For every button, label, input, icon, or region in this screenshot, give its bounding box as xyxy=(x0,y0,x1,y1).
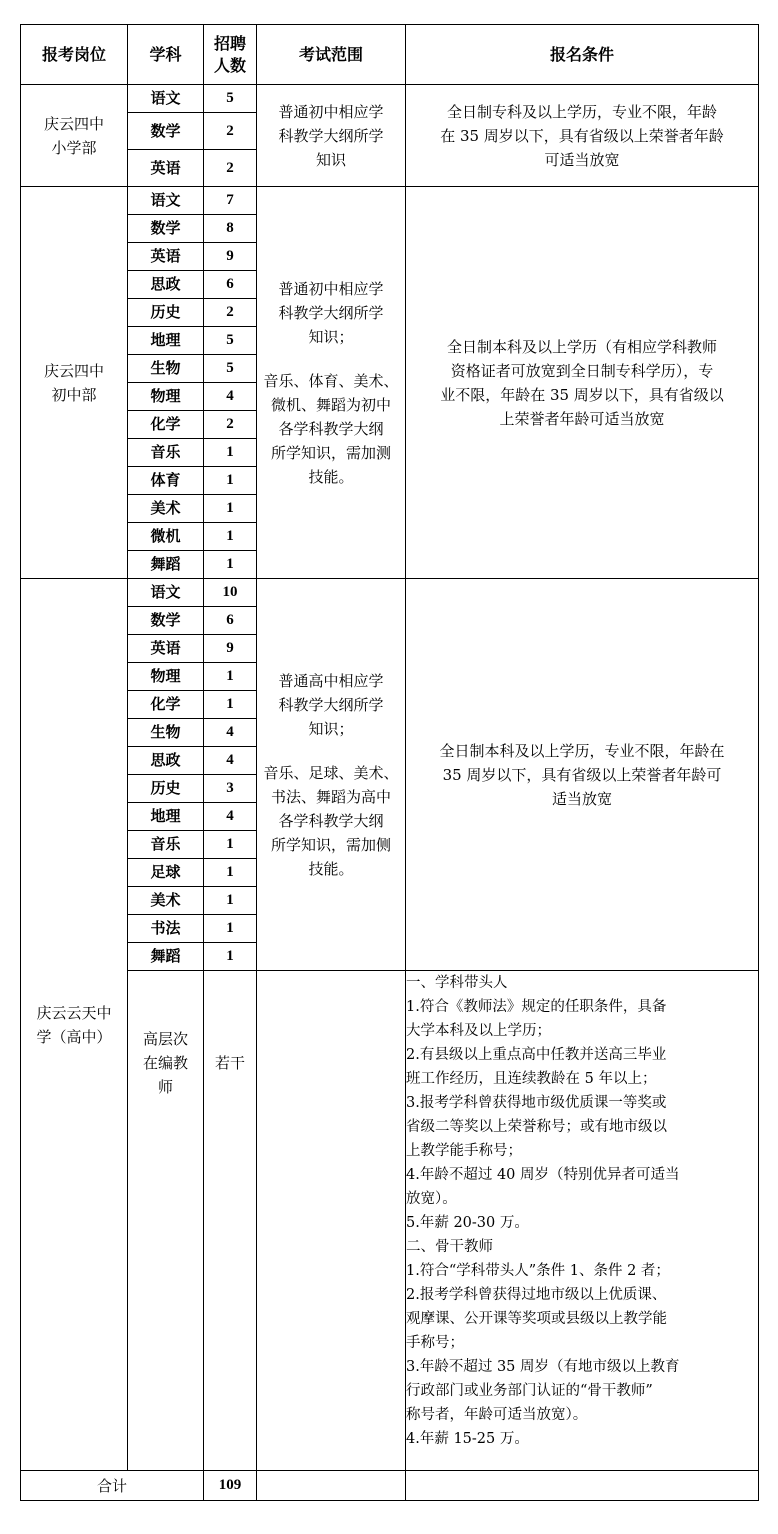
subject-cell: 历史 xyxy=(128,775,204,803)
subject-cell: 物理 xyxy=(128,663,204,691)
count-cell: 9 xyxy=(204,243,257,271)
subject-cell: 物理 xyxy=(128,383,204,411)
subject-cell: 生物 xyxy=(128,719,204,747)
count-cell: 9 xyxy=(204,635,257,663)
conditions-senior: 全日制本科及以上学历，专业不限，年龄在 35 周岁以下，具有省级以上荣誉者年龄可 适当放宽 xyxy=(406,579,759,971)
table-row-high-level xyxy=(21,971,759,1471)
header-conditions: 报名条件 xyxy=(406,25,759,85)
subject-cell: 语文 xyxy=(128,579,204,607)
count-cell: 2 xyxy=(204,113,257,150)
subject-cell: 数学 xyxy=(128,607,204,635)
count-cell: 1 xyxy=(204,691,257,719)
count-high-level: 若干 xyxy=(204,971,257,1471)
subject-cell: 英语 xyxy=(128,243,204,271)
count-cell: 8 xyxy=(204,215,257,243)
subject-cell: 化学 xyxy=(128,411,204,439)
count-cell: 2 xyxy=(204,150,257,187)
subject-cell: 书法 xyxy=(128,915,204,943)
count-cell: 10 xyxy=(204,579,257,607)
subject-cell: 地理 xyxy=(128,327,204,355)
total-conditions-empty xyxy=(406,1471,759,1501)
scope-senior: 普通高中相应学 科教学大纲所学 知识； 音乐、足球、美术、 书法、舞蹈为高中 各学科教学大纲 所学知识，需加侧 技能。 xyxy=(257,579,406,971)
count-cell: 4 xyxy=(204,719,257,747)
total-scope-empty xyxy=(257,1471,406,1501)
subject-cell: 思政 xyxy=(128,271,204,299)
conditions-junior: 全日制本科及以上学历（有相应学科教师 资格证者可放宽到全日制专科学历），专 业不限，年龄在 35 周岁以下，具有省级以 上荣誉者年龄可适当放宽 xyxy=(406,187,759,579)
position-primary: 庆云四中 小学部 xyxy=(21,85,128,187)
recruitment-table xyxy=(20,24,759,1501)
subject-cell: 美术 xyxy=(128,887,204,915)
count-cell: 5 xyxy=(204,355,257,383)
subject-cell: 足球 xyxy=(128,859,204,887)
total-label: 合计 xyxy=(21,1471,204,1501)
count-cell: 1 xyxy=(204,439,257,467)
count-cell: 1 xyxy=(204,831,257,859)
subject-cell: 化学 xyxy=(128,691,204,719)
table-row xyxy=(21,187,759,215)
subject-cell: 舞蹈 xyxy=(128,943,204,971)
count-cell: 2 xyxy=(204,411,257,439)
count-cell: 4 xyxy=(204,803,257,831)
subject-cell: 语文 xyxy=(128,187,204,215)
position-junior: 庆云四中 初中部 xyxy=(21,187,128,579)
count-cell: 6 xyxy=(204,271,257,299)
subject-high-level: 高层次 在编教 师 xyxy=(128,971,204,1471)
count-cell: 1 xyxy=(204,943,257,971)
subject-cell: 英语 xyxy=(128,150,204,187)
subject-cell: 微机 xyxy=(128,523,204,551)
count-cell: 1 xyxy=(204,915,257,943)
subject-cell: 生物 xyxy=(128,355,204,383)
header-position: 报考岗位 xyxy=(21,25,128,85)
count-cell: 1 xyxy=(204,663,257,691)
table-row xyxy=(21,85,759,113)
conditions-primary: 全日制专科及以上学历，专业不限，年龄 在 35 周岁以下，具有省级以上荣誉者年龄 可适当放宽 xyxy=(406,85,759,187)
total-row xyxy=(21,1471,759,1501)
subject-cell: 英语 xyxy=(128,635,204,663)
subject-cell: 思政 xyxy=(128,747,204,775)
count-cell: 3 xyxy=(204,775,257,803)
conditions-high-level: 一、学科带头人 1.符合《教师法》规定的任职条件，具备 大学本科及以上学历； 2.有县级以上重点高中任教并送高三毕业 班工作经历，且连续教龄在 5 年以上； 3.报考学科曾获得地市级优质课一等奖或 省级二等奖以上荣誉称号；或有地市级以 上教学能手称号； 4.年龄不超过 40 周岁（特别优异者可适当 放宽）。 5.年薪 20-30 万。 二、骨干教师 1.符合“学科带头人”条件 1、条件 2 者； 2.报考学科曾获得过地市级以上优质课、 观摩课、公开课等奖项或县级以上教学能 手称号； 3.年龄不超过 35 周岁（有地市级以上教育 行政部门或业务部门认证的“骨干教师” 称号者，年龄可适当放宽）。 4.年薪 15-25 万。 xyxy=(406,971,759,1471)
count-cell: 1 xyxy=(204,887,257,915)
subject-cell: 音乐 xyxy=(128,439,204,467)
subject-cell: 体育 xyxy=(128,467,204,495)
count-cell: 1 xyxy=(204,859,257,887)
count-cell: 1 xyxy=(204,467,257,495)
scope-primary: 普通初中相应学 科教学大纲所学 知识 xyxy=(257,85,406,187)
count-cell: 1 xyxy=(204,551,257,579)
count-cell: 4 xyxy=(204,383,257,411)
subject-cell: 历史 xyxy=(128,299,204,327)
count-cell: 4 xyxy=(204,747,257,775)
count-cell: 5 xyxy=(204,85,257,113)
position-senior: 庆云云天中 学（高中） xyxy=(21,579,128,1471)
scope-high-level xyxy=(257,971,406,1471)
subject-cell: 地理 xyxy=(128,803,204,831)
header-row xyxy=(21,25,759,85)
subject-cell: 数学 xyxy=(128,215,204,243)
header-scope: 考试范围 xyxy=(257,25,406,85)
header-count: 招聘 人数 xyxy=(204,25,257,85)
scope-junior: 普通初中相应学 科教学大纲所学 知识； 音乐、体育、美术、 微机、舞蹈为初中 各学科教学大纲 所学知识，需加测 技能。 xyxy=(257,187,406,579)
count-cell: 6 xyxy=(204,607,257,635)
count-cell: 2 xyxy=(204,299,257,327)
count-cell: 7 xyxy=(204,187,257,215)
header-subject: 学科 xyxy=(128,25,204,85)
subject-cell: 音乐 xyxy=(128,831,204,859)
subject-cell: 数学 xyxy=(128,113,204,150)
subject-cell: 语文 xyxy=(128,85,204,113)
table-row xyxy=(21,579,759,607)
subject-cell: 舞蹈 xyxy=(128,551,204,579)
total-count: 109 xyxy=(204,1471,257,1501)
count-cell: 1 xyxy=(204,495,257,523)
count-cell: 5 xyxy=(204,327,257,355)
subject-cell: 美术 xyxy=(128,495,204,523)
count-cell: 1 xyxy=(204,523,257,551)
